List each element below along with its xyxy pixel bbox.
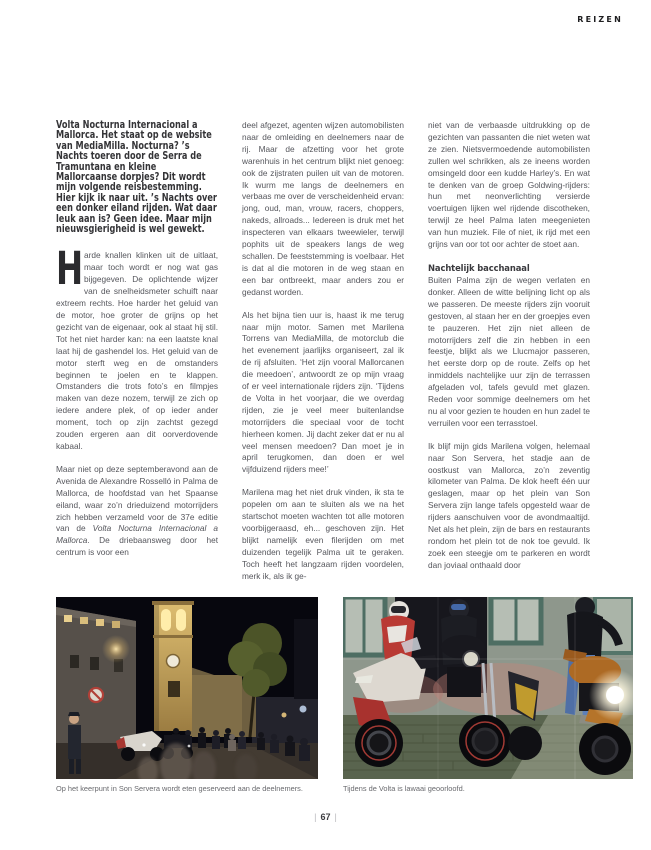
- caption-left: Op het keerpunt in Son Servera wordt eten geserveerd aan de deelnemers.: [56, 784, 303, 793]
- event-name-italic: Volta Nocturna Internacional a Mallorca: [56, 523, 218, 546]
- photo-volta-bikes: [343, 597, 633, 779]
- paragraph: deel afgezet, agenten wijzen automobilisten naar de omleiding en deelnemers naar de rij. Maar de afzetting voor het grote warenhuis in het centrum blijkt niet genoeg: ook de zijstraten puilen uit van de motoren. Ik wurm me langs de deelnemers en verbaas me over de verscheidenheid ervan: jong, oud, man, vrouw, racers, choppers, nakeds, allroads... Iedereen is druk met het inspecteren van elkaars tweewieler, terwijl pophits uit de speakers langs de weg schallen. De feeststemming is voelbaar. Het is dat al die motoren in de weg staan en een bar ontbreekt, maar anders zou er gedanst worden.: [242, 120, 404, 297]
- drop-cap: H: [56, 242, 84, 296]
- sub-heading: Nachtelijk bacchanaal: [428, 262, 530, 273]
- paragraph: niet van de verbaasde uitdrukking op de gezichten van passanten die niet weten wat ze zien. Nietsvermoedende automobilisten zullen wel schrikken, als ze ineens worden omsingeld door een kudde Harley’s. En wat te denken van de groep Goldwing-rijders: hun met neonverlichting versierde voertuigen lijken wel rijdende discotheken, terwijl ze heel Palma laten meegenieten van hun muziek. File of niet, ik rijd met een grijns van oor tot oor achter de stoet aan.: [428, 120, 590, 250]
- text-column-1: [56, 120, 218, 559]
- section-label: REIZEN: [577, 15, 623, 24]
- paragraph: Ik blijf mijn gids Marilena volgen, helemaal naar Son Servera, het stadje aan de oostkust van Mallorca, zo’n zeventig kilometer van Palma. De klok heeft één uur geslagen, maar op het plein van Son Servera zijn lange tafels opgesteld waar de rijders aanschuiven voor de avondmaaltijd. Net als het plein, zijn de bars en restaurants rondom het plein tot de nok toe gevuld. Ik zoek een steegje om te parkeren en wordt dan joviaal onthaald door: [428, 440, 590, 570]
- photo-son-servera-square: [56, 597, 318, 779]
- text-column-2: [242, 120, 404, 583]
- paragraph-text: arde knallen klinken uit de uitlaat, maar toch wordt er nog wat gas bijgegeven. De oplichtende wijzer van de snelheidsmeter schuift naar extreem rechts. Hoe harder het geluid van de motor, hoe groter de grijns op het gezicht van de eigenaar, ook al staat hij stil. Tot het niet harder kan: na een laatste knal laat hij de gashendel los. Het geluid van de motor sterft weg en de omstanders beginnen te joelen en te klappen. Omstanders die trots foto’s en filmpjes maken van deze nozem, terwijl ze zich op iedere andere plek, of op ieder ander moment, toch op zijn zachtst gezegd zouden ergeren aan dit oorverdovende kabaal.: [56, 250, 218, 451]
- night-square-illustration: [56, 597, 318, 779]
- paragraph: [56, 464, 218, 559]
- article-intro: Volta Nocturna Internacional a Mallorca. Het staat op de website van MediaMilla. Nocturna? ’s Nachts toeren door de Serra de Tramuntana en kleine Mallorcaanse dorpjes? Dit wordt mijn volgende reisbestemming. Hier kijk ik naar uit. ’s Nachts over een donker eiland rijden. Wat daar leuk aan is? Geen idee. Maar mijn nieuwsgierigheid is wel gewekt.: [56, 119, 217, 236]
- text-column-3: [428, 120, 590, 572]
- paragraph: Buiten Palma zijn de wegen verlaten en donker. Alleen de witte belijning licht op als we passeren. De meeste rijders zijn vooruit gestoven, al staan her en der groepjes even te pauzeren. Het zijn niet alleen de motorrijders zelf die zin hebben in een feestje, blijkt als we Llucmajor passeren, het eerste dorp op de route. Zelfs op het inmiddels nachtelijke uur zijn de terrassen afgeladen vol, tafels gevuld met glazen. Reden voor sommige deelnemers om het nu al voor gezien te houden en hun zadel te verruilen voor een terrasstoel.: [428, 274, 590, 428]
- page-footer: [0, 812, 651, 822]
- paragraph: Als het bijna tien uur is, haast ik me terug naar mijn motor. Samen met Marilena Torrens van MediaMilla, de motorclub die het evenement jaarlijks organiseert, zal ik de rij afsluiten. ‘Het zijn vooral Mallorcanen die meedoen’, antwoordt ze op mijn vraag of er veel internationale rijders zijn. ‘Tijdens de Volta in het voorjaar, die we overdag rijden, zie je veel meer buitenlandse motorrijders die speciaal voor de tocht hierheen komen. Jij dacht zeker dat er nu al veel mensen meedoen? Dan moet je in april terugkomen, dan doen er wel vijfduizend rijders mee!’: [242, 309, 404, 475]
- caption-right: Tijdens de Volta is lawaai geoorloofd.: [343, 784, 465, 793]
- motorcycles-illustration: [343, 597, 633, 779]
- footer-bar-right: |: [334, 812, 337, 822]
- paragraph-text: . De driebaansweg door het centrum is voor een: [56, 535, 218, 558]
- paragraph-text: Maar niet op deze septemberavond aan de Avenida de Alexandre Rosselló in Palma de Mallorca, de hoofdstad van het Spaanse eiland, waar zo’n drieduizend motorrijders zich hebben verzameld voor de 37e editie van de: [56, 463, 218, 534]
- page-number: 67: [320, 812, 331, 822]
- footer-bar-left: |: [314, 812, 317, 822]
- paragraph: [56, 242, 218, 452]
- paragraph: Marilena mag het niet druk vinden, ik sta te popelen om aan te sluiten als we na het startschot moeten wachten tot alle motoren voorbijgeraasd, eh... geschoven zijn. Het blijkt namelijk even filerijden om met duizenden tegelijk Palma uit te geraken. Toch heeft het langzaam rijden voordelen, merk ik, als ik ge-: [242, 487, 404, 581]
